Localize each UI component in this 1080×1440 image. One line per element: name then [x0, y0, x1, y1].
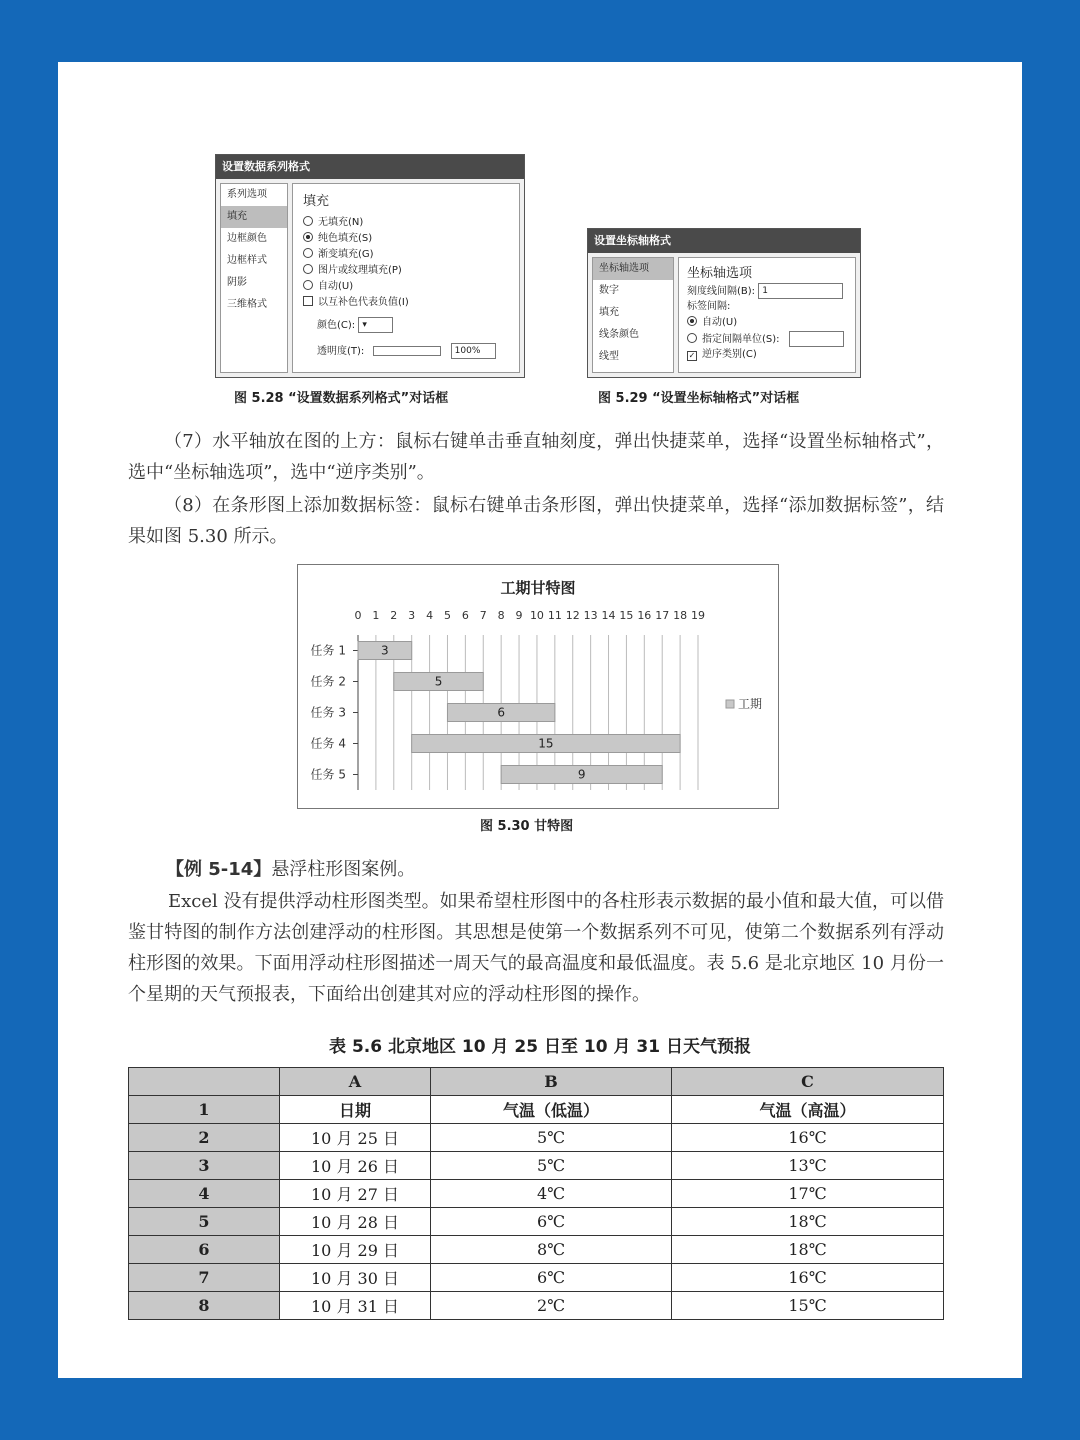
- date-cell: 10 月 30 日: [280, 1264, 431, 1292]
- option-auto[interactable]: 自动(U): [687, 315, 847, 331]
- nav-item-border-color[interactable]: 边框颜色: [227, 233, 267, 244]
- option-solid-fill[interactable]: 纯色填充(S): [303, 231, 509, 247]
- header-high-temp: 气温（高温）: [672, 1096, 944, 1124]
- x-tick-label: 4: [426, 609, 434, 622]
- x-tick-label: 16: [637, 609, 652, 622]
- table-row: [129, 1180, 944, 1208]
- nav-item-line-style[interactable]: 线型: [599, 351, 619, 362]
- gantt-chart-svg: [298, 565, 778, 808]
- date-cell: 10 月 28 日: [280, 1208, 431, 1236]
- option-reverse-order[interactable]: ✓ 逆序类别(C): [688, 349, 757, 360]
- example-heading-line: [166, 854, 866, 885]
- table-header-row: [129, 1096, 944, 1124]
- nav-item-3d-format[interactable]: 三维格式: [227, 299, 267, 310]
- table-row: [129, 1264, 944, 1292]
- header-low-temp: 气温（低温）: [431, 1096, 672, 1124]
- low-temp-cell: 8℃: [431, 1236, 672, 1264]
- x-tick-label: 15: [619, 609, 634, 622]
- label-interval-label: 标签间隔:: [687, 301, 731, 312]
- nav-item-number[interactable]: 数字: [599, 285, 619, 296]
- data-label: 9: [577, 767, 586, 782]
- color-row: 颜色(C): ▾: [303, 317, 509, 333]
- option-no-fill[interactable]: 无填充(N): [303, 215, 509, 231]
- panel-heading: 坐标轴选项: [687, 266, 753, 281]
- row-number: 1: [129, 1096, 280, 1124]
- dialog-nav: [220, 183, 288, 373]
- table-column-letters: [129, 1068, 944, 1096]
- tick-interval-input[interactable]: 1: [758, 283, 843, 299]
- x-tick-label: 2: [390, 609, 398, 622]
- high-temp-cell: 17℃: [672, 1180, 944, 1208]
- high-temp-cell: 18℃: [672, 1236, 944, 1264]
- paragraph-step-8: （8）在条形图上添加数据标签：鼠标右键单击条形图，弹出快捷菜单，选择“添加数据标签”，结果如图 5.30 所示。: [128, 495, 944, 547]
- data-label: 15: [538, 736, 554, 751]
- x-tick-label: 18: [673, 609, 688, 622]
- column-header-a: A: [280, 1068, 431, 1096]
- row-number: 3: [129, 1152, 280, 1180]
- fig528-caption: 图 5.28 “设置数据系列格式”对话框: [234, 391, 449, 406]
- chart-title: 工期甘特图: [500, 579, 576, 597]
- fill-panel: [292, 183, 520, 373]
- x-tick-label: 5: [443, 609, 451, 622]
- transparency-row: 透明度(T): 100%: [303, 343, 509, 359]
- low-temp-cell: 5℃: [431, 1124, 672, 1152]
- format-data-series-dialog: [215, 154, 525, 378]
- fig530-caption: 图 5.30 甘特图: [480, 819, 574, 834]
- paragraph-step-7: （7）水平轴放在图的上方：鼠标右键单击垂直轴刻度，弹出快捷菜单，选择“设置坐标轴格式”，选中“坐标轴选项”，选中“逆序类别”。: [128, 431, 944, 483]
- option-gradient-fill[interactable]: 渐变填充(G): [303, 247, 509, 263]
- panel-heading: 填充: [303, 194, 330, 209]
- nav-item-axis-options[interactable]: 坐标轴选项: [593, 258, 673, 280]
- x-tick-label: 0: [354, 609, 362, 622]
- gantt-chart: [297, 564, 779, 809]
- nav-item-series-options[interactable]: 系列选项: [227, 189, 267, 200]
- option-specify-interval[interactable]: 指定间隔单位(S):: [687, 331, 847, 347]
- weather-table: [128, 1067, 944, 1320]
- x-tick-label: 14: [601, 609, 616, 622]
- nav-item-fill[interactable]: 填充: [221, 206, 287, 228]
- date-cell: 10 月 27 日: [280, 1180, 431, 1208]
- x-tick-label: 10: [529, 609, 544, 622]
- table-row: [129, 1236, 944, 1264]
- row-number: 7: [129, 1264, 280, 1292]
- x-tick-label: 11: [547, 609, 562, 622]
- transparency-slider[interactable]: [373, 346, 441, 356]
- table-caption: 表 5.6 北京地区 10 月 25 日至 10 月 31 日天气预报: [329, 1037, 751, 1057]
- header-date: 日期: [280, 1096, 431, 1124]
- dialog-nav: [592, 257, 674, 373]
- high-temp-cell: 15℃: [672, 1292, 944, 1320]
- x-tick-label: 7: [479, 609, 487, 622]
- date-cell: 10 月 26 日: [280, 1152, 431, 1180]
- category-label: 任务 5: [310, 767, 346, 782]
- legend-swatch: [726, 700, 734, 708]
- format-axis-dialog: [587, 228, 861, 378]
- legend-label: 工期: [738, 697, 763, 711]
- option-invert-negative[interactable]: 以互补色代表负值(I): [303, 295, 509, 311]
- nav-item-fill[interactable]: 填充: [599, 307, 619, 318]
- low-temp-cell: 6℃: [431, 1264, 672, 1292]
- category-label: 任务 1: [310, 643, 346, 658]
- table-row: [129, 1124, 944, 1152]
- low-temp-cell: 4℃: [431, 1180, 672, 1208]
- x-tick-label: 6: [461, 609, 469, 622]
- high-temp-cell: 13℃: [672, 1152, 944, 1180]
- row-number: 5: [129, 1208, 280, 1236]
- x-tick-label: 1: [372, 609, 380, 622]
- interval-unit-input[interactable]: [789, 331, 844, 347]
- fig529-caption: 图 5.29 “设置坐标轴格式”对话框: [598, 391, 800, 406]
- option-picture-fill[interactable]: 图片或纹理填充(P): [303, 263, 509, 279]
- x-tick-label: 17: [655, 609, 670, 622]
- axis-options-panel: [678, 257, 856, 373]
- low-temp-cell: 5℃: [431, 1152, 672, 1180]
- table-row: [129, 1292, 944, 1320]
- tick-interval-row: 刻度线间隔(B): 1: [687, 283, 847, 299]
- row-number: 6: [129, 1236, 280, 1264]
- x-tick-label: 9: [515, 609, 523, 622]
- x-tick-label: 3: [408, 609, 416, 622]
- low-temp-cell: 6℃: [431, 1208, 672, 1236]
- x-tick-label: 8: [497, 609, 505, 622]
- table-row: [129, 1152, 944, 1180]
- data-label: 5: [434, 674, 443, 689]
- row-number: 2: [129, 1124, 280, 1152]
- book-page: [58, 62, 1022, 1378]
- date-cell: 10 月 29 日: [280, 1236, 431, 1264]
- column-header-c: C: [672, 1068, 944, 1096]
- nav-item-shadow[interactable]: 阴影: [227, 277, 247, 288]
- nav-item-border-style[interactable]: 边框样式: [227, 255, 267, 266]
- table-corner-cell: [129, 1068, 280, 1096]
- nav-item-line-color[interactable]: 线条颜色: [599, 329, 639, 340]
- high-temp-cell: 16℃: [672, 1124, 944, 1152]
- dialog-title: 设置坐标轴格式: [588, 229, 860, 253]
- example-paragraph: Excel 没有提供浮动柱形图类型。如果希望柱形图中的各柱形表示数据的最小值和最大值，可以借鉴甘特图的制作方法创建浮动的柱形图。其思想是使第一个数据系列不可见，使第二个数据系列有浮动柱形图的效果。下面用浮动柱形图描述一周天气的最高温度和最低温度。表 5.6 是北京地区 10 月份一个星期的天气预报表，下面给出创建其对应的浮动柱形图的操作。: [128, 891, 944, 1005]
- high-temp-cell: 18℃: [672, 1208, 944, 1236]
- example-label: 【例 5-14】: [166, 859, 272, 880]
- data-label: 6: [497, 705, 505, 720]
- category-label: 任务 4: [310, 736, 346, 751]
- data-label: 3: [381, 643, 389, 658]
- column-header-b: B: [431, 1068, 672, 1096]
- table-row: [129, 1208, 944, 1236]
- row-number: 4: [129, 1180, 280, 1208]
- color-picker-button[interactable]: ▾: [358, 317, 393, 333]
- category-label: 任务 3: [310, 705, 346, 720]
- date-cell: 10 月 31 日: [280, 1292, 431, 1320]
- x-tick-label: 13: [583, 609, 598, 622]
- dialog-title: 设置数据系列格式: [216, 155, 524, 179]
- transparency-input[interactable]: 100%: [451, 343, 496, 359]
- x-tick-label: 19: [691, 609, 705, 622]
- option-auto[interactable]: 自动(U): [303, 279, 509, 295]
- category-label: 任务 2: [310, 674, 346, 689]
- low-temp-cell: 2℃: [431, 1292, 672, 1320]
- example-title: 悬浮柱形图案例。: [271, 859, 416, 880]
- date-cell: 10 月 25 日: [280, 1124, 431, 1152]
- x-tick-label: 12: [565, 609, 580, 622]
- high-temp-cell: 16℃: [672, 1264, 944, 1292]
- row-number: 8: [129, 1292, 280, 1320]
